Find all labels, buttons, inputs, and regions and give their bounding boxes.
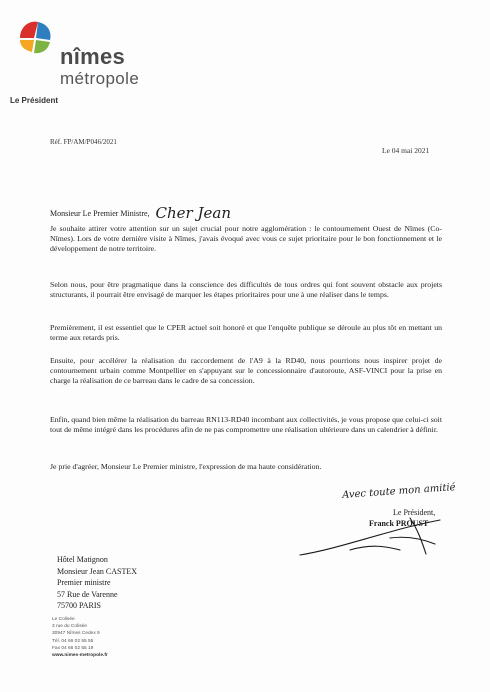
recipient-line: 57 Rue de Varenne — [57, 589, 118, 599]
logo — [10, 12, 160, 88]
salutation-handwritten: Cher Jean — [155, 204, 231, 222]
paragraph: Ensuite, pour accélérer la réalisation du raccordement de l'A9 à la RD40, nous pourrions nous inspirer projet de contournement urbain comme Montpellier en s'appuyant sur le concessionnaire d'autoroute, ASF-VINCI pour la prise en charge la réalisation de ce barreau dans le cadre de sa concession. — [50, 356, 442, 386]
reference: Réf. FP/AM/P046/2021 — [50, 138, 117, 146]
recipient-line: Hôtel Matignon — [57, 555, 108, 564]
footer-line: Tél. 04 66 02 55 55 — [52, 638, 94, 644]
recipient-line: Monsieur Jean CASTEX — [57, 566, 137, 576]
recipient-line: 75700 PARIS — [57, 601, 101, 610]
signer-title: Le Président, — [393, 508, 436, 517]
paragraph: Selon nous, pour être pragmatique dans la conscience des difficultés de tous ordres qui font souvent obstacle aux projets structurants, il pourrait être envisagé de marquer les étapes prioritaires pour une à une réaliser dans le temps. — [50, 280, 442, 300]
date: Le 04 mai 2021 — [382, 146, 430, 155]
logo-mark-icon — [14, 16, 56, 56]
paragraph: Premièrement, il est essentiel que le CPER actuel soit honoré et que l'enquête publique se déroule au plus tôt en mettant un terme aux retards pris. — [50, 323, 442, 343]
paragraph: Enfin, quand bien même la réalisation du barreau RN113-RD40 incombant aux collectivités, je vous propose que celui-ci soit tout de même intégré dans les procédures afin de ne pas compromettre une réalisation ultérieure dans un calendrier à définir. — [50, 415, 442, 435]
logo-subtitle: métropole — [60, 69, 140, 88]
footer-url[interactable]: www.nimes-metropole.fr — [52, 653, 108, 659]
footer-line: Fax 04 66 02 55 19 — [52, 645, 94, 651]
footer-line: 3 rue du Colisée — [52, 624, 87, 630]
paragraph: Je souhaite attirer votre attention sur un sujet crucial pour notre agglomération : le contournement Ouest de Nîmes (Co-Nîmes). Lors de votre dernière visite à Nîmes, j'avais évoqué avec vous ce sujet prioritaire pour le bon fonctionnement et le développement de notre territoire. — [50, 224, 442, 254]
recipient-address — [57, 554, 137, 612]
footer — [52, 616, 108, 659]
footer-line: 30947 Nîmes Cedex 9 — [52, 631, 100, 637]
salutation-text: Monsieur Le Premier Ministre, — [50, 209, 150, 218]
closing-handwritten: Avec toute mon amitié — [341, 482, 456, 501]
president-label: Le Président — [10, 96, 59, 105]
footer-line: Le Colisée — [52, 617, 75, 622]
recipient-line: Premier ministre — [57, 578, 111, 587]
salutation — [50, 202, 231, 220]
logo-name: nîmes — [60, 44, 126, 69]
paragraph: Je prie d'agréer, Monsieur Le Premier ministre, l'expression de ma haute considération. — [50, 462, 322, 471]
signer-name: Franck PROUST — [369, 519, 429, 528]
